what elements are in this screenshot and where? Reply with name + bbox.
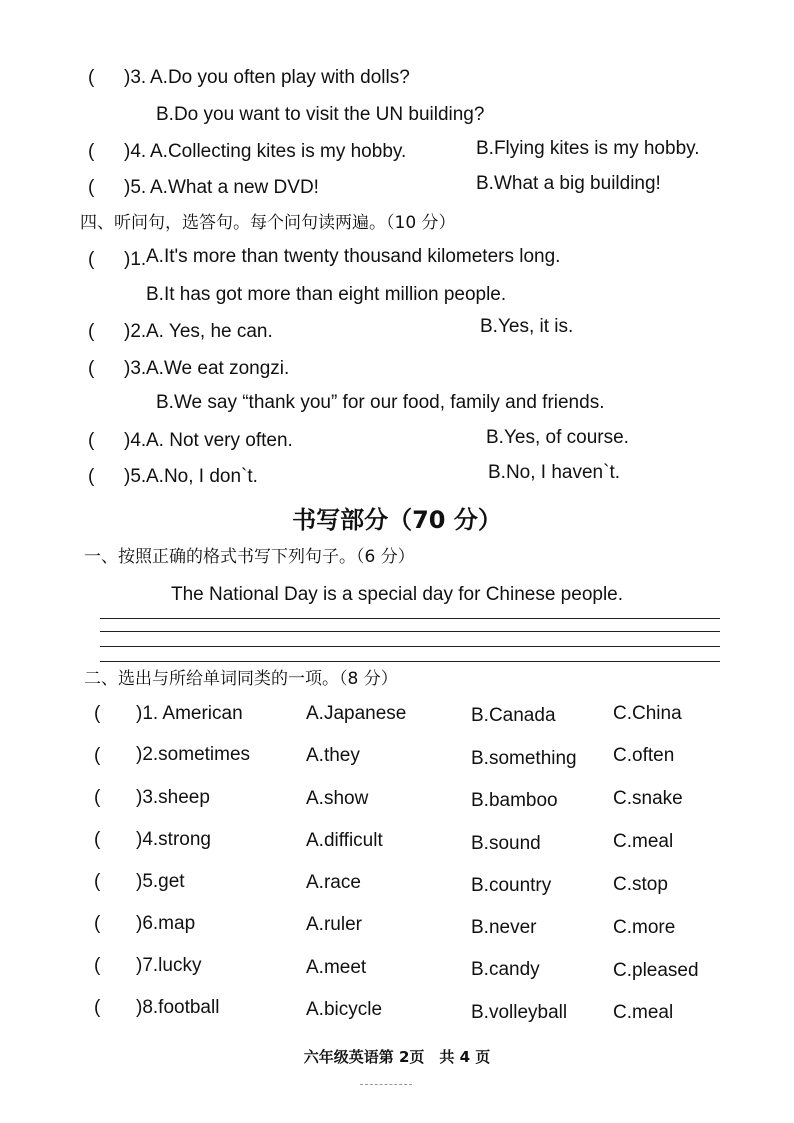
option-a: A.No, I don`t. (146, 466, 258, 487)
given-word: )7.lucky (136, 955, 202, 976)
answer-paren: ( (94, 745, 101, 766)
option-c: C.pleased (613, 960, 699, 981)
option-a: A.Japanese (306, 703, 407, 724)
option-b: B.bamboo (471, 790, 558, 811)
option-b: B.Yes, of course. (486, 427, 629, 448)
section-heading: 四、听问句，选答句。每个问句读两遍。（10 分） (80, 213, 456, 233)
answer-paren: ( (94, 703, 101, 724)
option-c: C.snake (613, 788, 683, 809)
option-b: B.No, I haven`t. (488, 462, 621, 483)
option-a: A.bicycle (306, 999, 383, 1020)
option-b: B.We say “thank you” for our food, family and friends. (156, 392, 605, 413)
writing-line (100, 631, 720, 632)
answer-paren: ( (94, 997, 101, 1018)
answer-paren: ( (88, 177, 95, 198)
answer-paren: ( (94, 871, 101, 892)
option-a: A.ruler (306, 914, 362, 935)
option-a: A. Not very often. (146, 430, 293, 451)
option-a: A.race (306, 872, 361, 893)
given-word: )1. American (136, 703, 243, 724)
item-number: )4. (124, 141, 147, 162)
option-b: B.candy (471, 959, 540, 980)
option-a: A.they (306, 745, 360, 766)
option-a: A.difficult (306, 830, 383, 851)
option-b: B.It has got more than eight million people. (146, 284, 507, 305)
answer-paren: ( (94, 913, 101, 934)
option-a: A.show (306, 788, 369, 809)
writing-line (100, 618, 720, 619)
given-word: )2.sometimes (136, 744, 251, 765)
option-c: C.stop (613, 874, 668, 895)
item-number: )3. (124, 67, 147, 88)
given-word: )6.map (136, 913, 196, 934)
writing-section-title: 书写部分（70 分） (292, 506, 502, 534)
item-number: )4. (124, 430, 147, 451)
item-number: )3. (124, 358, 147, 379)
copy-sentence: The National Day is a special day for Chinese people. (170, 584, 624, 605)
option-a: A.It's more than twenty thousand kilometers long. (146, 246, 561, 267)
answer-paren: ( (88, 321, 95, 342)
option-b: B.Flying kites is my hobby. (476, 138, 700, 159)
item-number: )2. (124, 321, 147, 342)
given-word: )5.get (136, 871, 185, 892)
option-b: B.never (471, 917, 537, 938)
option-c: C.often (613, 745, 675, 766)
option-a: A.Do you often play with dolls? (150, 67, 410, 88)
option-b: B.Yes, it is. (480, 316, 574, 337)
option-c: C.meal (613, 831, 674, 852)
option-c: C.more (613, 917, 676, 938)
answer-paren: ( (94, 829, 101, 850)
option-a: A.We eat zongzi. (146, 358, 290, 379)
option-b: B.country (471, 875, 552, 896)
option-a: A.What a new DVD! (150, 177, 319, 198)
option-b: B.something (471, 748, 577, 769)
answer-paren: ( (88, 141, 95, 162)
section-heading: 二、选出与所给单词同类的一项。（8 分） (84, 669, 398, 689)
writing-line (100, 661, 720, 662)
option-a: A.meet (306, 957, 367, 978)
page-footer: 六年级英语第 2页 共 4 页 (303, 1048, 491, 1066)
option-c: C.China (613, 703, 682, 724)
section-heading: 一、按照正确的格式书写下列句子。（6 分） (84, 547, 415, 567)
option-b: B.sound (471, 833, 541, 854)
item-number: )5. (124, 177, 147, 198)
option-b: B.volleyball (471, 1002, 568, 1023)
given-word: )3.sheep (136, 787, 210, 808)
given-word: )4.strong (136, 829, 211, 850)
given-word: )8.football (136, 997, 220, 1018)
answer-paren: ( (88, 466, 95, 487)
option-a: A.Collecting kites is my hobby. (150, 141, 407, 162)
answer-paren: ( (94, 955, 101, 976)
option-b: B.What a big building! (476, 173, 661, 194)
answer-paren: ( (88, 358, 95, 379)
option-a: A. Yes, he can. (146, 321, 273, 342)
item-number: )1. (124, 249, 147, 270)
option-c: C.meal (613, 1002, 674, 1023)
answer-paren: ( (94, 787, 101, 808)
option-b: B.Do you want to visit the UN building? (156, 104, 485, 125)
item-number: )5. (124, 466, 147, 487)
answer-paren: ( (88, 67, 95, 88)
answer-paren: ( (88, 249, 95, 270)
footer-mark (360, 1084, 412, 1085)
option-b: B.Canada (471, 705, 556, 726)
answer-paren: ( (88, 430, 95, 451)
writing-line (100, 646, 720, 647)
